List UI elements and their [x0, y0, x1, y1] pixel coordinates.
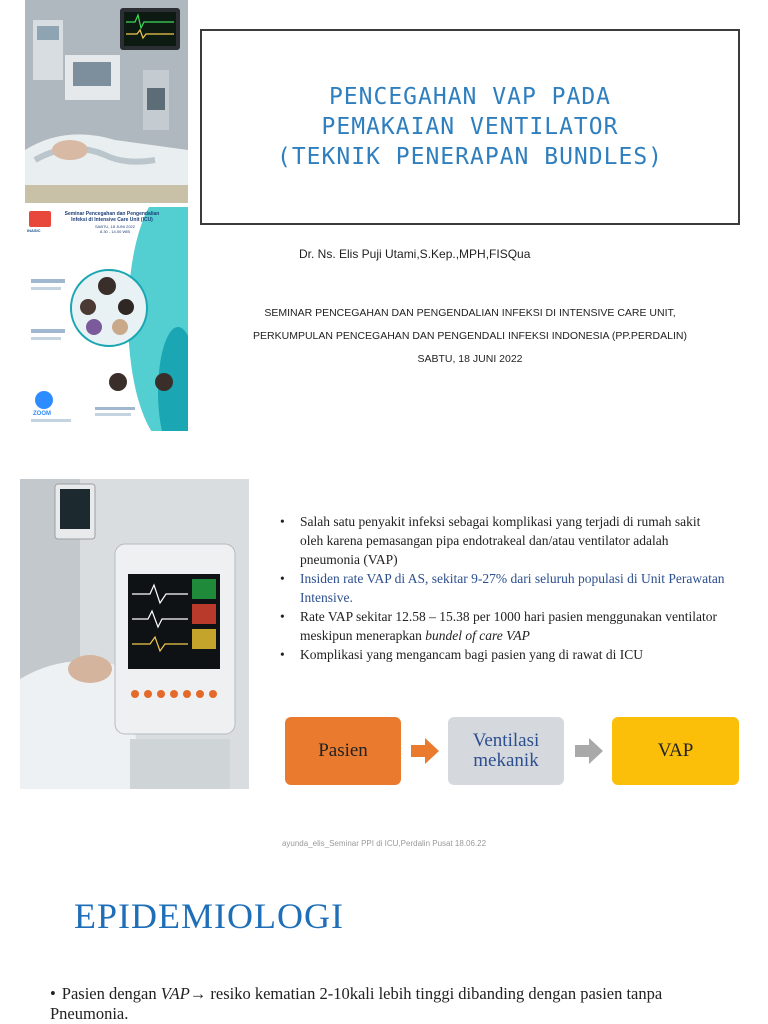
flow-arrow-right-icon	[575, 738, 603, 764]
title-line-1: PENCEGAHAN VAP PADA	[328, 84, 612, 110]
bullet-dot: •	[50, 984, 56, 1003]
flow-box-vap: VAP	[612, 717, 739, 785]
slide-title	[277, 82, 663, 172]
icu-room-illustration	[25, 0, 188, 203]
ventilator-illustration	[20, 479, 249, 789]
epi-text-before: Pasien dengan	[61, 984, 161, 1003]
bullet-text: Komplikasi yang mengancam bagi pasien yang di rawat di ICU	[300, 647, 644, 662]
moderator-avatar	[109, 373, 127, 391]
poster-text-line	[31, 419, 71, 422]
zoom-label: ZOOM	[33, 411, 51, 417]
poster-heading: Seminar Pencegahan dan Pengendalian Infeksi di Intensive Care Unit (ICU)	[64, 211, 160, 223]
poster-text-line	[31, 287, 61, 290]
bullet-item	[276, 607, 726, 645]
speaker-avatar	[80, 299, 96, 315]
speaker-avatar	[118, 299, 134, 315]
speaker-avatar	[112, 319, 128, 335]
bullet-text: Rate VAP sekitar 12.58 – 15.38 per 1000 hari pasien menggunakan ventilator meskipun menerapkan	[300, 609, 718, 643]
slide-footer: ayunda_elis_Seminar PPI di ICU,Perdalin Pusat 18.06.22	[281, 839, 487, 848]
title-line-3: (TEKNIK PENERAPAN BUNDLES)	[276, 144, 664, 170]
epi-text-italic: VAP	[160, 984, 190, 1003]
seminar-line-2: PERKUMPULAN PENCEGAHAN DAN PENGENDALI INFEKSI INDONESIA (PP.PERDALIN)	[253, 330, 687, 342]
speakers-photo-circle	[70, 269, 148, 347]
seminar-poster	[25, 207, 188, 431]
ventilator-photo	[20, 479, 249, 789]
arrow-right-icon: →	[189, 984, 207, 1003]
title-box	[200, 29, 740, 225]
poster-text-line	[31, 279, 65, 283]
epi-text-after: resiko kematian 2-10kali lebih tinggi dibanding dengan pasien tanpa Pneumonia.	[50, 984, 663, 1023]
section-title: EPIDEMIOLOGI	[74, 896, 344, 936]
organizer-logo	[29, 211, 51, 227]
bullet-italic-text: bundel of care VAP	[425, 628, 530, 643]
poster-text-line	[95, 407, 135, 410]
seminar-line-1: SEMINAR PENCEGAHAN DAN PENGENDALIAN INFEKSI DI INTENSIVE CARE UNIT,	[264, 307, 676, 319]
flow-arrow-right-icon	[411, 738, 439, 764]
icu-room-photo	[25, 0, 188, 203]
bullet-text: Salah satu penyakit infeksi sebagai komplikasi yang terjadi di rumah sakit oleh karena pemasangan pipa endotrakeal dan/atau ventilator adalah pneumonia (VAP)	[300, 514, 701, 567]
flow-box-ventilasi-mekanik: Ventilasi mekanik	[448, 717, 564, 785]
speaker-avatar	[98, 277, 116, 295]
poster-text-line	[31, 329, 65, 333]
seminar-date: SABTU, 18 JUNI 2022	[417, 353, 523, 365]
zoom-icon	[35, 391, 53, 409]
title-line-2: PEMAKAIAN VENTILATOR	[321, 114, 619, 140]
poster-text-line	[95, 413, 131, 416]
organizer-logo-text: INASIC	[27, 228, 41, 233]
epidemiology-bullet	[50, 984, 690, 1024]
poster-date: SABTU, 18 JUNI 2022	[94, 224, 136, 229]
poster-time: 8.30 - 14.00 WIB	[99, 229, 130, 234]
flow-box-pasien: Pasien	[285, 717, 401, 785]
speaker-avatar	[86, 319, 102, 335]
moderator-avatar	[155, 373, 173, 391]
bullet-text: Insiden rate VAP di AS, sekitar 9-27% dari seluruh populasi di Unit Perawatan Intensive.	[300, 571, 725, 605]
bullet-item	[276, 645, 726, 664]
author-name: Dr. Ns. Elis Puji Utami,S.Kep.,MPH,FISQua	[299, 247, 531, 261]
bullet-item	[276, 512, 726, 569]
poster-text-line	[31, 337, 61, 340]
vap-bullet-list	[276, 512, 726, 664]
bullet-item-highlight	[276, 569, 726, 607]
